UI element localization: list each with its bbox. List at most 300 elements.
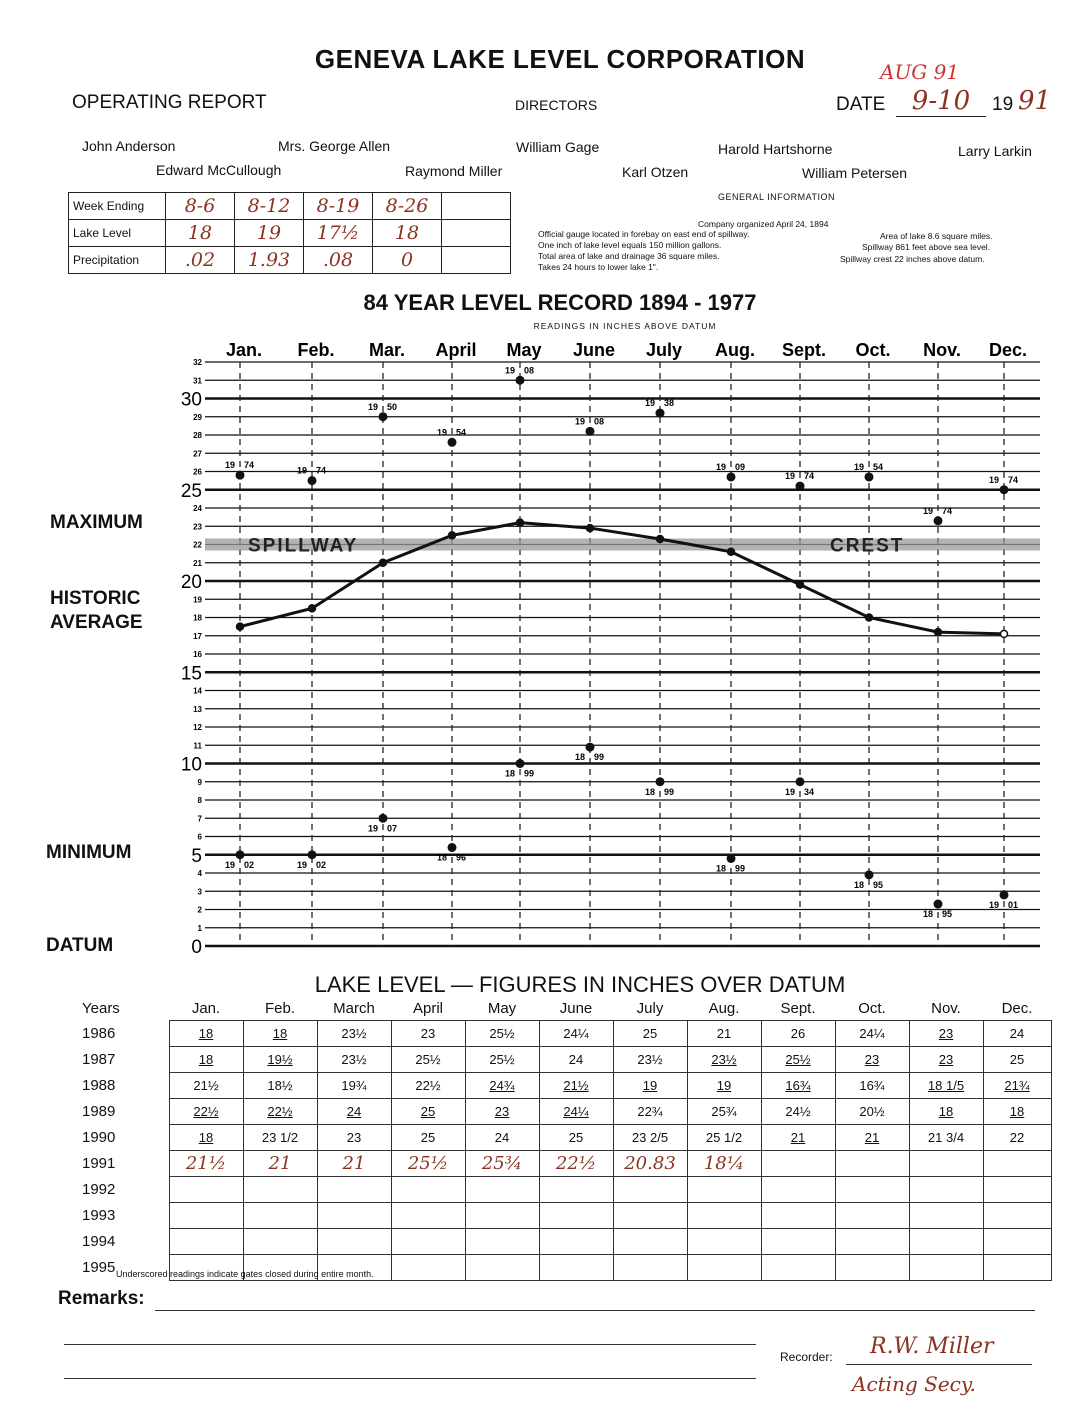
level-cell[interactable] — [909, 1073, 983, 1099]
y-tick-label: 1 — [197, 923, 202, 933]
level-cell[interactable] — [317, 1203, 391, 1229]
average-point — [380, 559, 387, 566]
level-cell[interactable] — [465, 1177, 539, 1203]
average-point — [935, 629, 942, 636]
average-point — [866, 614, 873, 621]
level-value: 18 1/5 — [927, 1078, 965, 1093]
level-value: 16¾ — [859, 1078, 885, 1093]
record-year-label: 54 — [873, 461, 884, 472]
precipitation-cell[interactable]: .02 — [166, 247, 235, 274]
y-tick-label: 8 — [197, 796, 202, 805]
level-cell[interactable] — [909, 1203, 983, 1229]
level-cell[interactable] — [909, 1255, 983, 1281]
general-info-line: One inch of lake level equals 150 million gallons. — [538, 240, 722, 250]
level-cell[interactable] — [983, 1255, 1051, 1281]
level-cell[interactable] — [835, 1229, 909, 1255]
level-cell[interactable] — [687, 1151, 761, 1177]
level-value: 24½ — [785, 1104, 811, 1119]
general-info-line: Official gauge located in forebay on east end of spillway. — [538, 229, 750, 239]
record-min-point — [308, 850, 317, 859]
level-cell[interactable] — [539, 1125, 613, 1151]
levels-table — [60, 996, 1052, 1281]
level-value: 21 — [268, 1153, 292, 1174]
month-label: Jan. — [225, 340, 263, 360]
level-value: 22½ — [193, 1104, 219, 1119]
level-cell[interactable] — [983, 1099, 1051, 1125]
remarks-line[interactable] — [64, 1344, 756, 1345]
y-tick-label: 7 — [197, 814, 202, 824]
table-row — [60, 1151, 1051, 1177]
y-tick-label: 27 — [193, 449, 202, 459]
record-year-label: 34 — [804, 786, 815, 797]
level-value: 22¾ — [637, 1104, 663, 1119]
director-name: Raymond Miller — [405, 163, 503, 179]
level-cell[interactable] — [687, 1229, 761, 1255]
level-value: 18½ — [267, 1078, 293, 1093]
week-ending-cell[interactable]: 8-6 — [166, 193, 235, 220]
level-cell[interactable] — [983, 1021, 1051, 1047]
record-min-points — [225, 743, 1018, 919]
month-header: June — [559, 999, 593, 1017]
level-value: 25½ — [407, 1153, 449, 1174]
y-axis-ticks — [181, 358, 203, 958]
level-cell[interactable] — [539, 1255, 613, 1281]
level-cell[interactable] — [391, 1255, 465, 1281]
y-tick-label: 6 — [197, 832, 202, 842]
level-cell[interactable] — [465, 1125, 539, 1151]
level-value: 19 — [642, 1078, 658, 1093]
level-cell[interactable] — [687, 1203, 761, 1229]
level-cell[interactable] — [761, 1177, 835, 1203]
y-tick-label: 0 — [191, 937, 202, 958]
level-cell[interactable] — [391, 1177, 465, 1203]
level-cell[interactable] — [983, 1151, 1051, 1177]
level-cell[interactable] — [243, 1151, 317, 1177]
level-cell[interactable] — [983, 1203, 1051, 1229]
level-cell[interactable] — [761, 1099, 835, 1125]
lake-level-cell[interactable]: 17½ — [304, 220, 373, 247]
level-cell[interactable] — [243, 1125, 317, 1151]
level-value: 21¾ — [1004, 1078, 1030, 1093]
report-title: GENEVA LAKE LEVEL CORPORATION — [314, 44, 806, 74]
level-cell[interactable] — [761, 1073, 835, 1099]
precipitation-cell[interactable]: .08 — [304, 247, 373, 274]
level-value: 25½ — [489, 1052, 515, 1067]
level-cell[interactable] — [613, 1099, 687, 1125]
remarks-line[interactable] — [155, 1310, 1035, 1311]
record-year-label: 99 — [735, 863, 746, 874]
y-tick-label: 21 — [193, 558, 202, 568]
level-value: 23 — [346, 1130, 362, 1145]
level-cell[interactable] — [761, 1021, 835, 1047]
operating-report-label: OPERATING REPORT — [72, 92, 267, 113]
level-cell[interactable] — [835, 1073, 909, 1099]
level-cell[interactable] — [243, 1073, 317, 1099]
record-year-label: 95 — [873, 879, 884, 890]
table-row — [60, 1177, 1051, 1203]
level-cell[interactable] — [465, 1099, 539, 1125]
y-tick-label: 5 — [191, 845, 202, 867]
level-cell[interactable] — [169, 1125, 243, 1151]
y-tick-label: 30 — [180, 389, 202, 411]
y-tick-label: 3 — [197, 887, 202, 897]
general-info-line: Spillway 861 feet above sea level. — [862, 242, 991, 252]
level-cell[interactable] — [539, 1021, 613, 1047]
level-value: 23 — [420, 1026, 436, 1041]
level-cell[interactable] — [835, 1021, 909, 1047]
level-cell[interactable] — [317, 1125, 391, 1151]
record-max-point — [586, 427, 595, 436]
level-cell[interactable] — [391, 1021, 465, 1047]
level-cell[interactable] — [391, 1203, 465, 1229]
average-point — [728, 548, 735, 555]
level-cell[interactable] — [391, 1073, 465, 1099]
level-value: 20.83 — [624, 1153, 676, 1174]
level-cell[interactable] — [613, 1229, 687, 1255]
week-ending-cell[interactable]: 8-12 — [235, 193, 304, 220]
month-label: Aug. — [715, 340, 755, 360]
level-cell[interactable] — [909, 1177, 983, 1203]
record-year-label: 19 — [296, 465, 307, 476]
record-year-label: 01 — [1008, 899, 1019, 910]
crest-label: CREST — [830, 535, 905, 557]
level-cell[interactable] — [539, 1099, 613, 1125]
level-cell[interactable] — [835, 1151, 909, 1177]
level-cell[interactable] — [539, 1177, 613, 1203]
level-value: 24 — [494, 1130, 510, 1145]
level-cell[interactable] — [761, 1151, 835, 1177]
record-min-point — [1000, 890, 1009, 899]
year-cell: 1990 — [82, 1129, 116, 1146]
level-cell[interactable] — [835, 1047, 909, 1073]
level-cell[interactable] — [613, 1021, 687, 1047]
level-cell[interactable] — [243, 1229, 317, 1255]
record-year-label: 02 — [244, 859, 255, 870]
level-cell[interactable] — [465, 1047, 539, 1073]
level-cell[interactable] — [909, 1229, 983, 1255]
level-cell[interactable] — [687, 1047, 761, 1073]
spillway-band — [205, 536, 1040, 557]
level-value: 23 — [938, 1026, 954, 1041]
spillway-label: SPILLWAY — [248, 535, 359, 557]
level-cell[interactable] — [909, 1125, 983, 1151]
record-year-label: 08 — [594, 416, 605, 427]
record-year-label: 19 — [853, 461, 864, 472]
average-label: AVERAGE — [50, 612, 143, 633]
level-value: 24 — [346, 1104, 362, 1119]
level-value: 25¾ — [481, 1153, 523, 1174]
level-cell[interactable] — [983, 1047, 1051, 1073]
average-point — [517, 519, 524, 526]
level-cell[interactable] — [687, 1099, 761, 1125]
level-cell[interactable] — [909, 1021, 983, 1047]
precipitation-label: Precipitation — [69, 247, 166, 274]
year-cell: 1986 — [82, 1025, 116, 1042]
level-cell[interactable] — [613, 1047, 687, 1073]
level-cell[interactable] — [465, 1229, 539, 1255]
record-max-point — [727, 472, 736, 481]
record-year-label: 18 — [922, 909, 933, 920]
week-ending-cell[interactable]: 8-19 — [304, 193, 373, 220]
table-row — [60, 1125, 1051, 1151]
y-tick-label: 2 — [197, 905, 202, 915]
level-cell[interactable] — [983, 1177, 1051, 1203]
precipitation-cell[interactable]: 0 — [373, 247, 442, 274]
record-max-point — [516, 376, 525, 385]
month-label: April — [435, 340, 477, 360]
level-cell[interactable] — [835, 1255, 909, 1281]
level-cell[interactable] — [391, 1047, 465, 1073]
y-tick-label: 17 — [193, 631, 202, 641]
y-tick-label: 26 — [193, 467, 202, 477]
level-cell[interactable] — [983, 1229, 1051, 1255]
level-value: 20½ — [859, 1104, 885, 1119]
week-ending-cell[interactable]: 8-26 — [373, 193, 442, 220]
record-year-label: 19 — [988, 474, 999, 485]
level-value: 21 — [716, 1026, 732, 1041]
level-cell[interactable] — [243, 1099, 317, 1125]
level-cell[interactable] — [835, 1099, 909, 1125]
remarks-label: Remarks: — [58, 1288, 145, 1309]
record-year-label: 19 — [922, 505, 933, 516]
record-year-label: 99 — [594, 752, 605, 763]
level-cell[interactable] — [835, 1203, 909, 1229]
year-cell: 1992 — [82, 1181, 116, 1198]
remarks-line[interactable] — [64, 1378, 756, 1379]
level-cell[interactable] — [317, 1047, 391, 1073]
level-value: 25½ — [785, 1052, 811, 1067]
level-value: 18 — [938, 1104, 954, 1119]
record-year-label: 18 — [644, 786, 655, 797]
director-name: Karl Otzen — [622, 164, 689, 180]
level-value: 24 — [568, 1052, 584, 1067]
y-tick-label: 14 — [193, 686, 202, 696]
record-year-label: 18 — [504, 768, 515, 779]
record-min-point — [865, 870, 874, 879]
record-year-label: 74 — [316, 465, 327, 476]
general-info-line: Takes 24 hours to lower lake 1". — [538, 262, 659, 272]
level-value: 23½ — [711, 1052, 737, 1067]
level-cell[interactable] — [761, 1229, 835, 1255]
level-cell[interactable] — [539, 1047, 613, 1073]
level-value: 23 1/2 — [261, 1130, 299, 1145]
level-cell[interactable] — [169, 1151, 243, 1177]
level-cell[interactable] — [761, 1125, 835, 1151]
y-tick-label: 31 — [193, 376, 202, 386]
recorder-signature[interactable]: R.W. Miller — [870, 1334, 994, 1359]
level-cell[interactable] — [317, 1073, 391, 1099]
minimum-label: MINIMUM — [46, 842, 132, 863]
record-year-label: 19 — [224, 460, 235, 471]
level-cell[interactable] — [317, 1229, 391, 1255]
level-cell[interactable] — [465, 1073, 539, 1099]
table-row — [60, 1073, 1051, 1099]
lake-level-cell[interactable]: 19 — [235, 220, 304, 247]
level-cell[interactable] — [909, 1099, 983, 1125]
average-point — [1001, 630, 1008, 637]
record-year-label: 74 — [804, 471, 815, 482]
level-cell[interactable] — [761, 1255, 835, 1281]
y-tick-label: 4 — [197, 869, 202, 878]
year-cell: 1993 — [82, 1207, 116, 1224]
record-year-label: 96 — [456, 852, 467, 863]
record-year-label: 19 — [504, 365, 515, 376]
lake-level-cell[interactable]: 18 — [373, 220, 442, 247]
level-cell[interactable] — [539, 1203, 613, 1229]
level-cell[interactable] — [169, 1229, 243, 1255]
maximum-label: MAXIMUM — [50, 512, 143, 533]
general-info-line: Area of lake 8.6 square miles. — [880, 231, 993, 241]
record-max-points — [225, 365, 1018, 525]
month-labels — [226, 340, 1027, 360]
month-header: Feb. — [264, 999, 295, 1017]
level-value: 25 — [420, 1130, 436, 1145]
level-cell[interactable] — [687, 1255, 761, 1281]
level-cell[interactable] — [687, 1073, 761, 1099]
level-cell[interactable] — [835, 1125, 909, 1151]
record-year-label: 38 — [664, 398, 675, 409]
level-cell[interactable] — [909, 1047, 983, 1073]
record-year-label: 02 — [316, 859, 327, 870]
y-tick-label: 32 — [193, 358, 202, 367]
level-cell[interactable] — [243, 1203, 317, 1229]
general-info-line: Total area of lake and drainage 36 square miles. — [538, 251, 720, 261]
level-cell[interactable] — [465, 1021, 539, 1047]
level-cell[interactable] — [761, 1203, 835, 1229]
year-field[interactable]: 91 — [1018, 86, 1052, 116]
level-cell[interactable] — [243, 1177, 317, 1203]
record-min-point — [586, 743, 595, 752]
chart-grid — [205, 362, 1040, 946]
level-cell[interactable] — [465, 1151, 539, 1177]
level-cell[interactable] — [835, 1177, 909, 1203]
level-cell[interactable] — [687, 1177, 761, 1203]
month-header: July — [636, 999, 664, 1017]
chart-title: 84 YEAR LEVEL RECORD 1894 - 1977 — [363, 290, 757, 315]
level-cell[interactable] — [317, 1151, 391, 1177]
level-cell[interactable] — [687, 1125, 761, 1151]
level-cell[interactable] — [317, 1021, 391, 1047]
level-cell[interactable] — [761, 1047, 835, 1073]
level-cell[interactable] — [169, 1021, 243, 1047]
level-cell[interactable] — [391, 1125, 465, 1151]
level-cell[interactable] — [169, 1203, 243, 1229]
level-cell[interactable] — [613, 1073, 687, 1099]
level-value: 25 — [568, 1130, 584, 1145]
record-year-label: 19 — [296, 859, 307, 870]
record-min-point — [236, 850, 245, 859]
month-label: July — [645, 340, 683, 360]
level-cell[interactable] — [539, 1151, 613, 1177]
lake-level-cell[interactable]: 18 — [166, 220, 235, 247]
y-tick-label: 25 — [180, 480, 202, 502]
level-cell[interactable] — [983, 1073, 1051, 1099]
month-label: Dec. — [988, 340, 1028, 360]
year-cell: 1987 — [82, 1051, 116, 1068]
record-year-label: 19 — [715, 461, 726, 472]
general-info-line: Spillway crest 22 inches above datum. — [840, 254, 985, 264]
precipitation-cell[interactable]: 1.93 — [235, 247, 304, 274]
y-tick-label: 16 — [193, 650, 202, 659]
level-value: 25 — [1009, 1052, 1025, 1067]
level-cell[interactable] — [465, 1255, 539, 1281]
level-value: 18 — [198, 1026, 214, 1041]
level-cell[interactable] — [317, 1177, 391, 1203]
month-label: Feb. — [297, 340, 335, 360]
level-value: 24¼ — [563, 1104, 589, 1119]
record-max-point — [1000, 485, 1009, 494]
level-cell[interactable] — [169, 1073, 243, 1099]
table-row — [60, 1203, 1051, 1229]
level-cell[interactable] — [243, 1021, 317, 1047]
record-year-label: 18 — [574, 752, 585, 763]
record-min-point — [448, 843, 457, 852]
levels-table-title: LAKE LEVEL — FIGURES IN INCHES OVER DATUM — [314, 972, 846, 997]
stamp-note: AUG 91 — [880, 60, 960, 84]
directors-label: DIRECTORS — [515, 97, 598, 113]
level-value: 21 — [864, 1130, 880, 1145]
month-label: May — [506, 340, 542, 360]
level-cell[interactable] — [687, 1021, 761, 1047]
level-cell[interactable] — [169, 1047, 243, 1073]
record-year-label: 19 — [574, 416, 585, 427]
level-cell[interactable] — [613, 1125, 687, 1151]
y-tick-label: 9 — [197, 777, 202, 787]
level-cell[interactable] — [465, 1203, 539, 1229]
month-header: Dec. — [1001, 999, 1033, 1017]
level-cell[interactable] — [539, 1229, 613, 1255]
level-cell[interactable] — [539, 1073, 613, 1099]
level-cell[interactable] — [613, 1203, 687, 1229]
general-info-line: Company organized April 24, 1894 — [698, 219, 829, 229]
level-cell[interactable] — [983, 1125, 1051, 1151]
level-value: 22½ — [267, 1104, 293, 1119]
record-max-point — [379, 412, 388, 421]
table-row — [60, 1021, 1051, 1047]
level-cell[interactable] — [391, 1229, 465, 1255]
record-year-label: 08 — [524, 365, 535, 376]
y-tick-label: 24 — [193, 504, 202, 513]
level-cell[interactable] — [613, 1255, 687, 1281]
record-year-label: 19 — [988, 899, 999, 910]
level-value: 21½ — [185, 1153, 227, 1174]
record-max-point — [656, 409, 665, 418]
level-cell[interactable] — [391, 1151, 465, 1177]
record-min-point — [727, 854, 736, 863]
level-value: 24¼ — [859, 1026, 885, 1041]
level-value: 22½ — [415, 1078, 441, 1093]
date-field[interactable]: 9-10 — [896, 86, 986, 117]
chart-subtitle: READINGS IN INCHES ABOVE DATUM — [533, 321, 717, 331]
record-year-label: 18 — [715, 863, 726, 874]
level-cell[interactable] — [169, 1099, 243, 1125]
level-value: 25¾ — [711, 1104, 737, 1119]
level-cell[interactable] — [169, 1177, 243, 1203]
level-value: 21½ — [193, 1078, 219, 1093]
level-cell[interactable] — [909, 1151, 983, 1177]
y-tick-label: 10 — [180, 754, 202, 776]
record-min-point — [516, 759, 525, 768]
record-year-label: 19 — [644, 398, 655, 409]
director-name: William Gage — [516, 139, 600, 155]
level-value: 22½ — [555, 1153, 597, 1174]
level-cell[interactable] — [613, 1151, 687, 1177]
level-cell[interactable] — [317, 1099, 391, 1125]
level-cell[interactable] — [613, 1177, 687, 1203]
level-cell[interactable] — [243, 1047, 317, 1073]
month-header: Aug. — [708, 999, 740, 1017]
level-cell[interactable] — [391, 1099, 465, 1125]
